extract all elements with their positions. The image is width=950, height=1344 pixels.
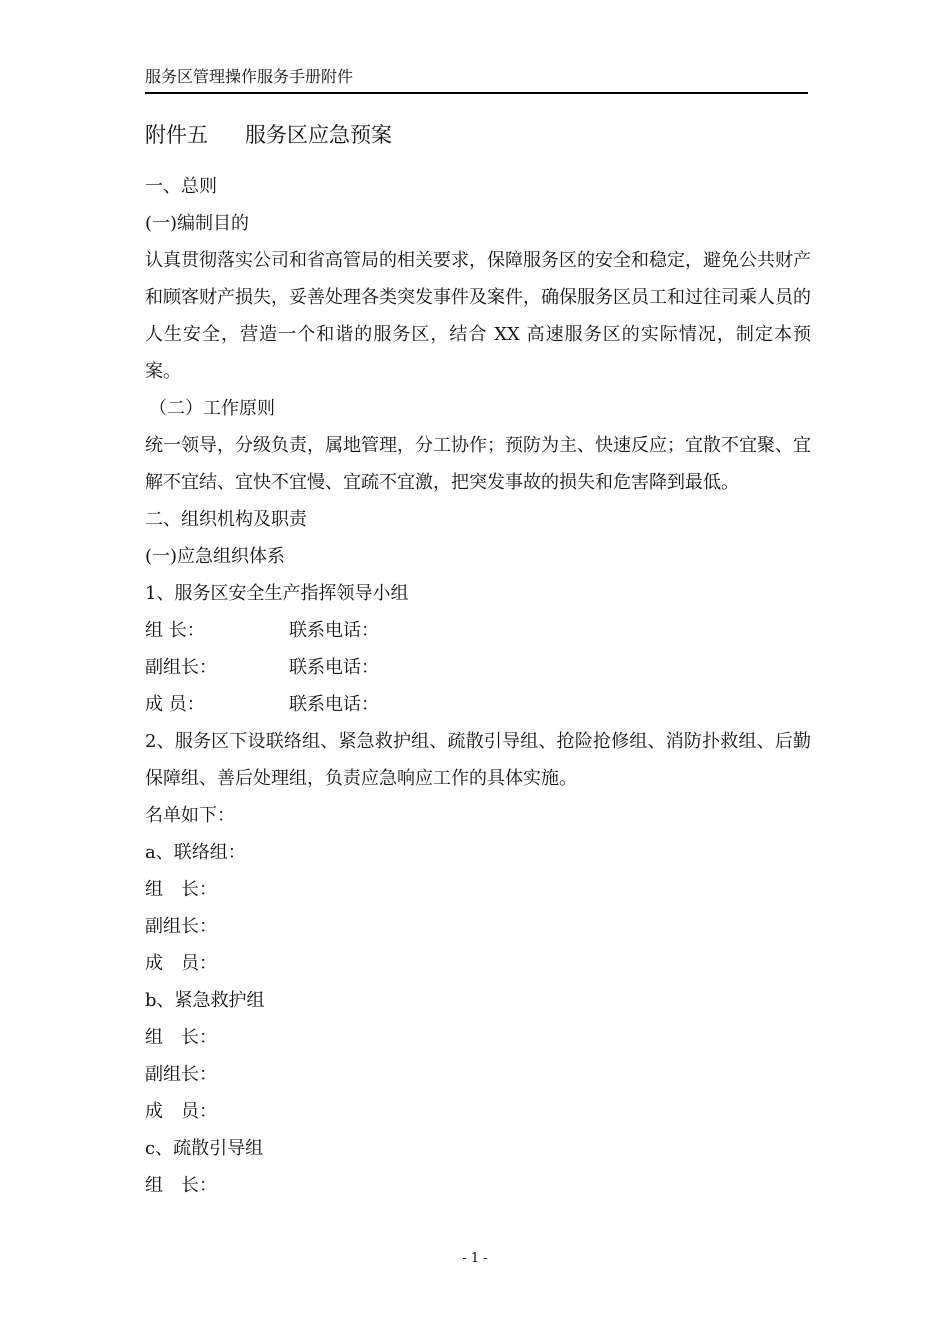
item-subgroups: 2、服务区下设联络组、紧急救护组、疏散引导组、抢险抢修组、消防扑救组、后勤保障组、善后处理组，负责应急响应工作的具体实施。 — [145, 731, 811, 789]
group-b-title: b、紧急救护组 — [145, 990, 265, 1011]
title-text: 服务区应急预案 — [245, 123, 392, 147]
contact-phone-label: 联系电话： — [289, 620, 379, 641]
group-b-member: 成 员： — [145, 1101, 217, 1122]
list-intro: 名单如下： — [145, 805, 235, 826]
title-attachment-label: 附件五 — [145, 123, 208, 147]
subsection-heading-principles: （二）工作原则 — [149, 398, 275, 419]
document-title — [145, 120, 392, 150]
contact-row-deputy — [145, 649, 811, 686]
group-b-leader: 组 长： — [145, 1027, 217, 1048]
contact-role: 副组长： — [145, 657, 217, 678]
group-a-leader: 组 长： — [145, 879, 217, 900]
subsection-heading-emergency-system: (一)应急组织体系 — [145, 546, 286, 567]
contact-phone-label: 联系电话： — [289, 694, 379, 715]
contact-role: 成 员： — [145, 694, 205, 715]
contact-phone-label: 联系电话： — [289, 657, 379, 678]
section-heading-general: 一、总则 — [145, 176, 217, 197]
page-header — [145, 66, 808, 94]
document-body — [145, 168, 811, 1204]
item-leadership-group: 1、服务区安全生产指挥领导小组 — [145, 583, 409, 604]
paragraph-purpose: 认真贯彻落实公司和省高管局的相关要求，保障服务区的安全和稳定，避免公共财产和顾客财产损失，妥善处理各类突发事件及案件，确保服务区员工和过往司乘人员的人生安全，营造一个和谐的服务区，结合 XX 高速服务区的实际情况，制定本预案。 — [145, 250, 811, 382]
paragraph-principles: 统一领导，分级负责，属地管理，分工协作；预防为主、快速反应；宜散不宜聚、宜解不宜结、宜快不宜慢、宜疏不宜激，把突发事故的损失和危害降到最低。 — [145, 435, 811, 493]
contact-row-member — [145, 686, 811, 723]
group-c-leader: 组 长： — [145, 1175, 217, 1196]
contact-row-leader — [145, 612, 811, 649]
page-number: - 1 - — [462, 1251, 488, 1266]
subsection-heading-purpose: (一)编制目的 — [145, 213, 250, 234]
group-b-deputy: 副组长： — [145, 1064, 217, 1085]
section-heading-organization: 二、组织机构及职责 — [145, 509, 307, 530]
header-text: 服务区管理操作服务手册附件 — [145, 67, 354, 86]
contact-role: 组 长： — [145, 620, 205, 641]
group-a-title: a、联络组： — [145, 842, 246, 863]
group-a-deputy: 副组长： — [145, 916, 217, 937]
group-c-title: c、疏散引导组 — [145, 1138, 264, 1159]
group-a-member: 成 员： — [145, 953, 217, 974]
